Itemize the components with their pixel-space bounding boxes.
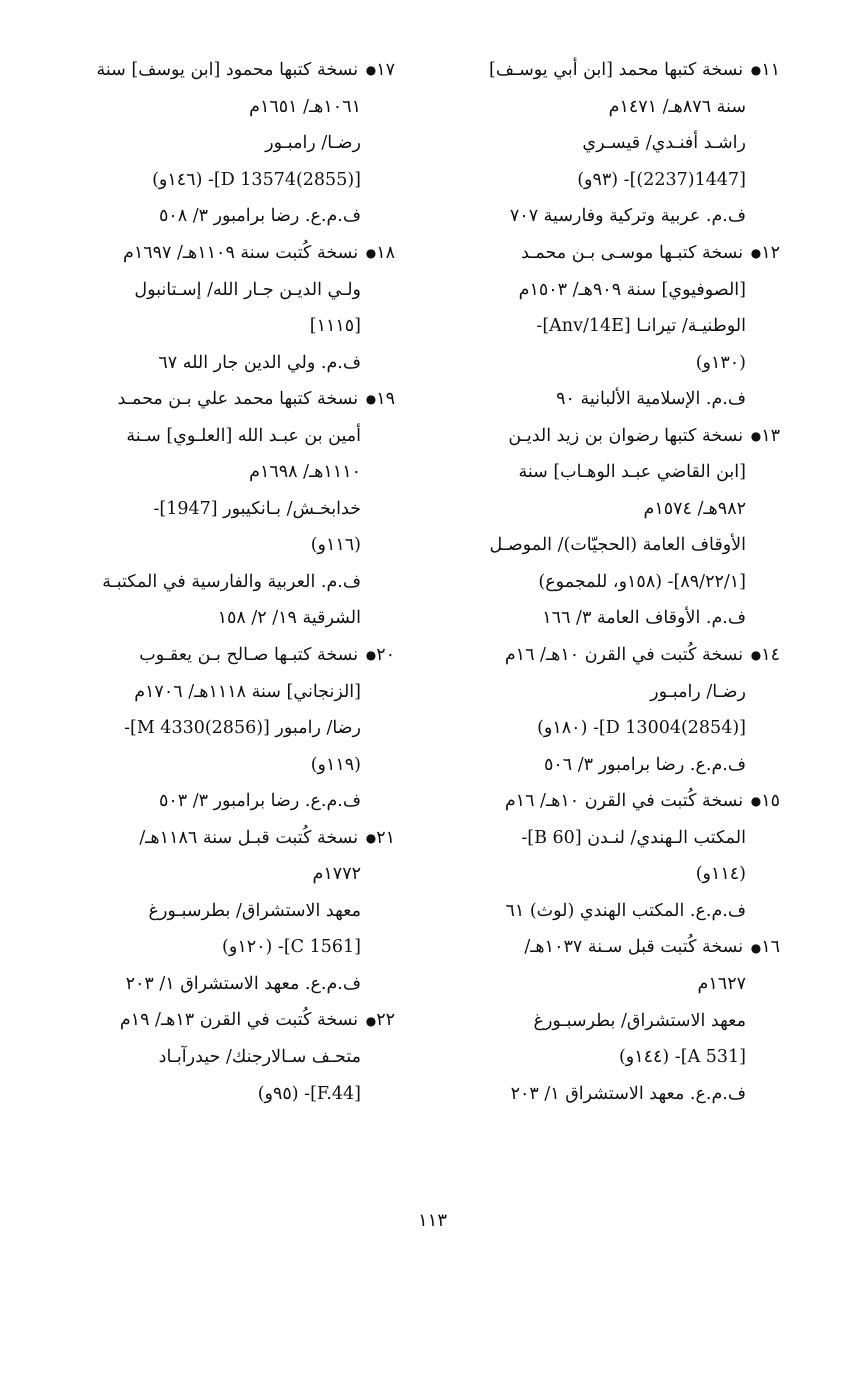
bullet-icon: ● [365,648,377,662]
entry-title: نسخة كُتبت في القرن ١٣هـ/ ١٩م [119,1010,359,1031]
entry-line: (١٣٠و) [695,352,746,373]
entry-title: نسخة كتبها محمود [ابن يوسف] سنة [96,60,359,80]
entry-line: ف.م. الإسلامية الألبانية ٩٠ [556,389,746,409]
page-number: ١١٣ [417,1210,447,1231]
right-column [435,52,780,1112]
entry-line: [1447(2237)]- (٩٣و) [577,169,746,190]
entry-number: ٢١ [376,827,395,848]
manuscript-entry [435,637,780,783]
entry-title: نسخة كُتبت في القرن ١٠هـ/ ١٦م [504,644,744,665]
manuscript-entry [435,929,780,1112]
entry-line: ١٠٦١هـ/ ١٦٥١م [249,96,361,117]
entry-line: ف.م.ع. رضا برامبور ٣/ ٥٠٨ [158,206,361,227]
entry-line: متحـف سـالارجنك/ حيدرآبـاد [158,1047,361,1067]
entry-line: (١١٤و) [695,864,746,885]
manuscript-entry [50,637,395,820]
entry-line: ف.م. العربية والفارسية في المكتبـة [102,571,361,592]
entry-line: ف.م.ع. معهد الاستشراق ١/ ٢٠٣ [510,1083,746,1104]
entry-line: ولـي الديـن جـار الله/ إسـتانبول [134,279,361,300]
entry-number: ١٣ [761,425,780,446]
entry-line: معهد الاستشراق/ بطرسبـورغ [148,900,361,921]
entry-title: نسخة كُتبت قبـل سنة ١١٨٦هـ/ [139,827,359,848]
entry-title: نسخة كتبها محمد علي بـن محمـد [117,389,359,409]
entry-number: ١٨ [376,242,395,263]
entry-line: [ابن القاضي عبـد الوهـاب] سنة [518,462,746,483]
bullet-icon: ● [750,63,762,78]
entry-title: نسخة كُتبت سنة ١١٠٩هـ/ ١٦٩٧م [122,242,359,263]
bullet-icon: ● [365,63,377,78]
entry-number: ١٩ [376,389,395,409]
bullet-icon: ● [365,830,377,845]
entry-line: سنة ٨٧٦هـ/ ١٤٧١م [608,96,746,117]
bullet-icon: ● [365,246,377,260]
entry-line: الوطنيـة/ تيرانـا [Anv/14E]- [536,316,746,336]
entry-number: ١٦ [761,937,780,958]
entry-line: رضا/ رامبور [M 4330(2856)]- [124,718,361,738]
manuscript-entry [50,235,395,381]
bullet-icon: ● [750,428,762,443]
entry-line: أمين بن عبـد الله [العلـوي] سـنة [126,425,361,446]
entry-line: [الزنجاني] سنة ١١١٨هـ/ ١٧٠٦م [134,681,361,702]
entry-number: ١٧ [376,60,395,80]
entry-line: [C 1561]- (١٢٠و) [222,937,361,958]
entry-line: [٨٩/٢٢/١]- (١٥٨و، للمجموع) [538,571,746,592]
entry-line: [D 13004(2854)]- (١٨٠و) [537,718,746,738]
manuscript-entry [435,52,780,235]
manuscript-entry [50,820,395,1003]
manuscript-entry [435,418,780,637]
manuscript-entry [50,52,395,235]
entry-line: خدابخـش/ بـانكيبور [1947]- [153,498,361,519]
entry-line: ٩٨٢هـ/ ١٥٧٤م [643,498,746,519]
manuscript-entry [50,1002,395,1112]
entry-line: (١١٩و) [310,754,361,775]
entry-line: ف.م.ع. رضا برامبور ٣/ ٥٠٣ [158,791,361,811]
entry-line: ف.م.ع. المكتب الهندي (لوث) ٦١ [505,900,746,921]
manuscript-entry [435,235,780,418]
entry-title: نسخة كتبها رضوان بن زيد الديـن [508,425,744,446]
entry-line: ف.م.ع. معهد الاستشراق ١/ ٢٠٣ [125,973,361,994]
entry-line: ف.م.ع. رضا برامبور ٣/ ٥٠٦ [543,754,746,775]
entry-line: ١٧٧٢م [312,864,361,885]
bullet-icon: ● [750,246,762,260]
entry-line: ف.م. ولي الدين جار الله ٦٧ [158,352,361,373]
entry-title: نسخة كتبـها موسـى بـن محمـد [521,242,744,263]
entry-number: ١٤ [761,644,780,665]
entry-title: نسخة كُتبت قبل سـنة ١٠٣٧هـ/ [524,937,744,958]
entry-number: ٢٠ [376,644,395,665]
entry-title: نسخة كتبـها صـالح بـن يعقـوب [139,644,359,665]
entry-line: [A 531]- (١٤٤و) [618,1047,746,1067]
entry-number: ١١ [761,60,780,80]
entry-line: [١١١٥] [309,316,361,336]
entry-line: راشـد أفنـدي/ قيسـري [582,133,746,154]
entry-line: ١١١٠هـ/ ١٦٩٨م [249,462,361,483]
entry-number: ١٥ [761,791,780,811]
entry-line: [D 13574(2855)]- (١٤٦و) [152,169,361,190]
bullet-icon: ● [365,1013,377,1028]
bullet-icon: ● [365,392,377,407]
entry-line: المكتب الـهندي/ لنـدن [B 60]- [521,827,746,848]
entry-line: [F.44]- (٩٥و) [257,1083,361,1104]
entry-number: ١٢ [761,242,780,263]
entry-line: [الصوفيوي] سنة ٩٠٩هـ/ ١٥٠٣م [518,279,746,300]
entry-line: (١١٦و) [310,535,361,556]
entry-line: ١٦٢٧م [697,974,746,994]
manuscript-entry [435,783,780,929]
bullet-icon: ● [750,648,762,662]
bullet-icon: ● [750,940,762,955]
entry-line: رضـا/ رامبـور [650,681,746,702]
manuscript-entry [50,381,395,637]
entry-line: ف.م. عربية وتركية وفارسية ٧٠٧ [509,206,746,227]
entry-title: نسخة كُتبت في القرن ١٠هـ/ ١٦م [504,791,744,811]
entry-line: الأوقاف العامة (الحجيّات)/ الموصـل [489,535,746,556]
left-column [50,52,395,1112]
entry-line: الشرقية ١٩/ ٢/ ١٥٨ [217,608,361,629]
bullet-icon: ● [750,794,762,809]
entry-line: ف.م. الأوقاف العامة ٣/ ١٦٦ [542,608,746,629]
entry-number: ٢٢ [376,1010,395,1031]
entry-line: معهد الاستشراق/ بطرسبـورغ [533,1010,746,1031]
entry-line: رضـا/ رامبـور [265,133,361,154]
entry-title: نسخة كتبها محمد [ابن أبي يوسـف] [489,60,744,80]
